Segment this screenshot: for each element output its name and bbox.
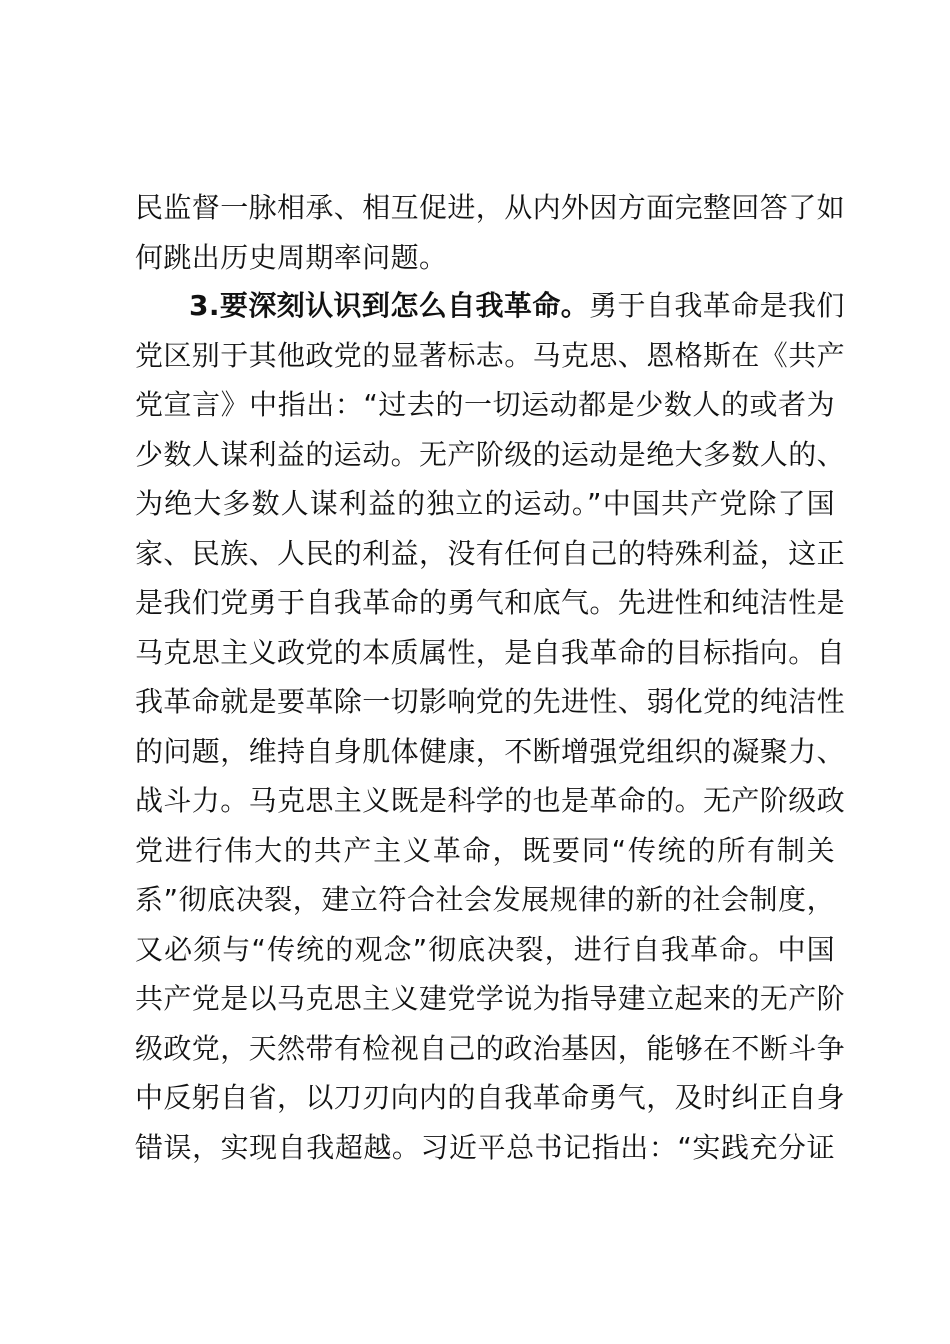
- section-heading: 3.要深刻认识到怎么自我革命。: [189, 289, 590, 322]
- text-line: 党进行伟大的共产主义革命，既要同“传统的所有制关: [135, 833, 835, 867]
- text-line: 为绝大多数人谋利益的独立的运动。”中国共产党除了国: [135, 487, 835, 520]
- text-line: 何跳出历史周期率问题。: [135, 240, 448, 274]
- paragraph-first-line: [135, 281, 845, 331]
- text-line: 党宣言》中指出：“过去的一切运动都是少数人的或者为: [135, 388, 835, 421]
- text-line: 党区别于其他政党的显著标志。马克思、恩格斯在《共产: [135, 338, 846, 372]
- text-line: 家、民族、人民的利益，没有任何自己的特殊利益，这正: [135, 536, 846, 570]
- text-line: 战斗力。马克思主义既是科学的也是革命的。无产阶级政: [135, 784, 846, 817]
- text-line: 是我们党勇于自我革命的勇气和底气。先进性和纯洁性是: [135, 586, 846, 619]
- text-line: 少数人谋利益的运动。无产阶级的运动是绝大多数人的、: [135, 437, 846, 471]
- text-line: 我革命就是要革除一切影响党的先进性、弱化党的纯洁性: [135, 685, 846, 718]
- text-line: 马克思主义政党的本质属性，是自我革命的目标指向。自: [135, 635, 846, 669]
- text-line: 中反躬自省，以刀刃向内的自我革命勇气，及时纠正自身: [135, 1081, 846, 1114]
- text-line: 共产党是以马克思主义建党学说为指导建立起来的无产阶: [135, 982, 846, 1015]
- paragraph-1: [135, 183, 846, 282]
- paragraph-2: [135, 281, 846, 1172]
- text-line: 错误，实现自我超越。习近平总书记指出：“实践充分证: [135, 1130, 835, 1164]
- text-line: 的问题，维持自身肌体健康，不断增强党组织的凝聚力、: [135, 734, 846, 768]
- text-line: 级政党，天然带有检视自己的政治基因，能够在不断斗争: [135, 1031, 846, 1065]
- text-run: 勇于自我革命是我们: [589, 289, 845, 322]
- text-line: 系”彻底决裂，建立符合社会发展规律的新的社会制度，: [135, 883, 835, 916]
- text-line: 民监督一脉相承、相互促进，从内外因方面完整回答了如: [135, 191, 846, 224]
- text-line: 又必须与“传统的观念”彻底决裂，进行自我革命。中国: [135, 932, 835, 966]
